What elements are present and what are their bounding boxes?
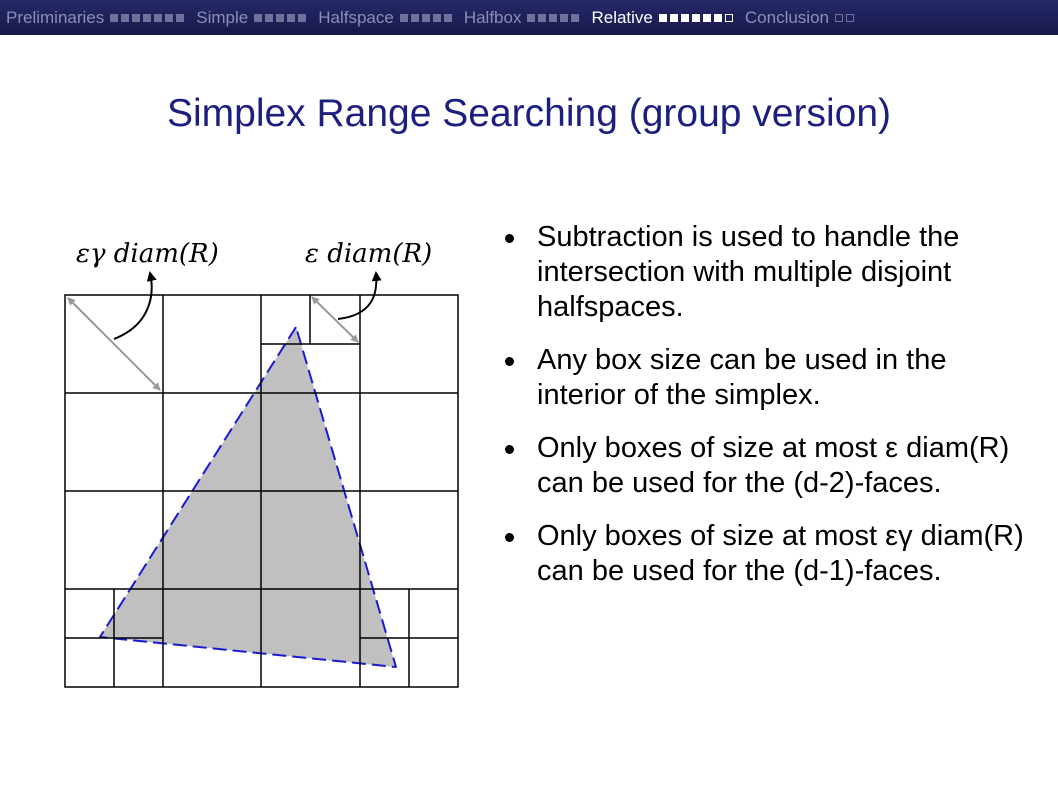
nav-progress-dot-filled[interactable]: [571, 14, 579, 22]
nav-progress-dot-filled[interactable]: [298, 14, 306, 22]
grid-diagram: [40, 225, 470, 695]
bullet-text: Only boxes of size at most ε diam(R) can be used for the (d-2)-faces.: [537, 432, 1010, 499]
bullet-item: [505, 343, 1025, 413]
nav-progress-dot-empty[interactable]: [725, 14, 733, 22]
nav-label[interactable]: Relative: [591, 7, 653, 27]
nav-progress-dot-filled[interactable]: [143, 14, 151, 22]
nav-progress-dot-filled[interactable]: [670, 14, 678, 22]
nav-progress-dot-empty[interactable]: [835, 14, 843, 22]
bullet-text: Only boxes of size at most εγ diam(R) can be used for the (d-1)-faces.: [537, 520, 1024, 587]
small-cell-diagonal-arrow: [312, 297, 358, 342]
nav-dots[interactable]: [254, 14, 309, 22]
bullet-dot-icon: [505, 445, 514, 454]
nav-label[interactable]: Halfbox: [463, 7, 522, 27]
simplex-triangle: [100, 327, 396, 667]
nav-progress-dot-filled[interactable]: [549, 14, 557, 22]
bullet-dot-icon: [505, 533, 514, 542]
nav-progress-dot-filled[interactable]: [527, 14, 535, 22]
label-eps-diam: ε diam(R): [305, 239, 433, 269]
bullet-text: Subtraction is used to handle the intersection with multiple disjoint halfspaces.: [537, 221, 960, 323]
nav-dots[interactable]: [400, 14, 455, 22]
label-eps-gamma-diam: εγ diam(R): [76, 239, 219, 269]
nav-dots[interactable]: [527, 14, 582, 22]
nav-progress-dot-filled[interactable]: [121, 14, 129, 22]
nav-progress-dot-filled[interactable]: [433, 14, 441, 22]
nav-progress-dot-filled[interactable]: [703, 14, 711, 22]
pointer-arrow-right: [338, 273, 376, 319]
nav-section-conclusion[interactable]: [745, 8, 857, 28]
nav-section-halfspace[interactable]: [318, 8, 455, 28]
navbar: [0, 0, 1058, 35]
nav-dots[interactable]: [835, 14, 857, 22]
nav-progress-dot-filled[interactable]: [287, 14, 295, 22]
nav-progress-dot-filled[interactable]: [714, 14, 722, 22]
bullet-item: [505, 431, 1025, 501]
nav-progress-dot-filled[interactable]: [411, 14, 419, 22]
nav-section-relative[interactable]: [591, 8, 735, 28]
nav-section-halfbox[interactable]: [464, 8, 583, 28]
nav-progress-dot-filled[interactable]: [254, 14, 262, 22]
nav-section-simple[interactable]: [196, 8, 309, 28]
nav-progress-dot-filled[interactable]: [444, 14, 452, 22]
nav-label[interactable]: Halfspace: [318, 7, 394, 27]
slide-title: Simplex Range Searching (group version): [166, 92, 892, 135]
nav-progress-dot-filled[interactable]: [681, 14, 689, 22]
nav-progress-dot-empty[interactable]: [846, 14, 854, 22]
bullet-item: [505, 220, 1025, 325]
nav-progress-dot-filled[interactable]: [659, 14, 667, 22]
nav-progress-dot-filled[interactable]: [276, 14, 284, 22]
nav-progress-dot-filled[interactable]: [422, 14, 430, 22]
nav-progress-dot-filled[interactable]: [692, 14, 700, 22]
nav-progress-dot-filled[interactable]: [132, 14, 140, 22]
grid-figure: [40, 225, 470, 700]
bullet-dot-icon: [505, 234, 514, 243]
nav-label[interactable]: Simple: [196, 7, 249, 27]
nav-section-preliminaries[interactable]: [6, 8, 187, 28]
nav-dots[interactable]: [659, 14, 736, 22]
pointer-arrow-left: [114, 273, 152, 339]
nav-progress-dot-filled[interactable]: [560, 14, 568, 22]
bullet-dot-icon: [505, 357, 514, 366]
nav-progress-dot-filled[interactable]: [400, 14, 408, 22]
nav-progress-dot-filled[interactable]: [265, 14, 273, 22]
nav-progress-dot-filled[interactable]: [165, 14, 173, 22]
bullet-text: Any box size can be used in the interior of the simplex.: [537, 344, 947, 411]
bullet-list: [505, 220, 1025, 607]
nav-progress-dot-filled[interactable]: [176, 14, 184, 22]
nav-label[interactable]: Preliminaries: [6, 7, 105, 27]
nav-progress-dot-filled[interactable]: [110, 14, 118, 22]
nav-label[interactable]: Conclusion: [744, 7, 829, 27]
nav-progress-dot-filled[interactable]: [154, 14, 162, 22]
nav-dots[interactable]: [110, 14, 187, 22]
nav-progress-dot-filled[interactable]: [538, 14, 546, 22]
bullet-item: [505, 519, 1025, 589]
